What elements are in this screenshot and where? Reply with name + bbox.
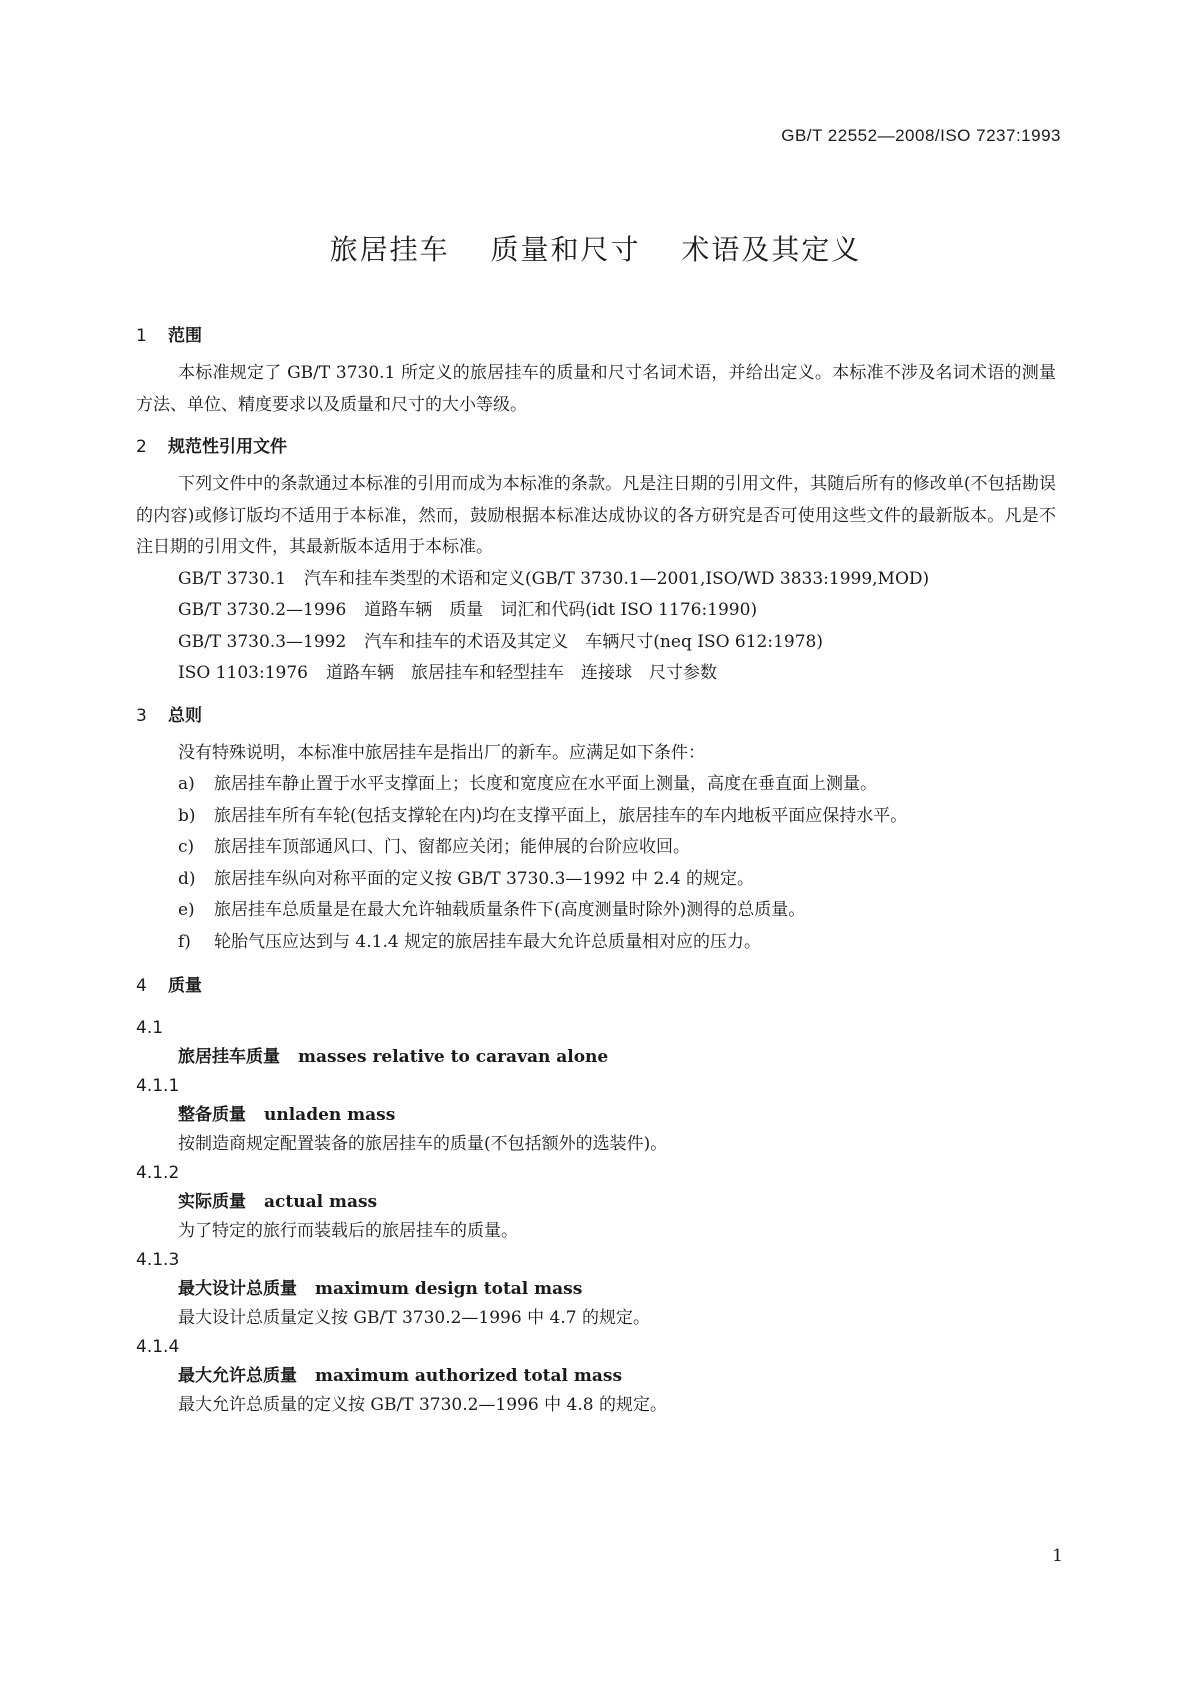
- paragraph: 没有特殊说明，本标准中旅居挂车是指出厂的新车。应满足如下条件：: [178, 742, 705, 763]
- standard-code: GB/T 22552—2008/ISO 7237:1993: [781, 126, 1061, 145]
- term-en: masses relative to caravan alone: [298, 1047, 609, 1067]
- reference-code: GB/T 3730.3—1992: [178, 631, 347, 652]
- list-text: 旅居挂车静止置于水平支撑面上；长度和宽度应在水平面上测量，高度在垂直面上测量。: [214, 774, 877, 794]
- term-definition: 最大允许总质量的定义按 GB/T 3730.2—1996 中 4.8 的规定。: [178, 1395, 667, 1415]
- clause-number: 4.1.1: [136, 1076, 180, 1096]
- section-heading: [136, 702, 1056, 730]
- term-en: actual mass: [264, 1192, 378, 1212]
- list-text: 旅居挂车纵向对称平面的定义按 GB/T 3730.3—1992 中 2.4 的规定。: [214, 868, 754, 889]
- list-text: 旅居挂车顶部通风口、门、窗都应关闭；能伸展的台阶应收回。: [214, 837, 690, 857]
- list-item: [136, 895, 1056, 927]
- list-item: [136, 769, 1056, 801]
- reference-title: 道路车辆 质量 词汇和代码(idt ISO 1176:1990): [364, 600, 758, 620]
- term-cn: 最大设计总质量: [178, 1279, 297, 1299]
- reference-item: [136, 658, 1056, 690]
- section-heading: [136, 972, 1056, 1000]
- section-number: 2: [136, 437, 147, 457]
- section-heading: [136, 322, 1056, 350]
- clause-number: 4.1: [136, 1018, 164, 1038]
- list-text: 旅居挂车总质量是在最大允许轴载质量条件下(高度测量时除外)测得的总质量。: [214, 900, 806, 920]
- section-number: 1: [136, 326, 147, 346]
- clause-number: 4.1.2: [136, 1163, 180, 1183]
- reference-item: [136, 564, 1056, 596]
- list-text: 轮胎气压应达到与 4.1.4 规定的旅居挂车最大允许总质量相对应的压力。: [214, 931, 762, 952]
- title-part: 术语及其定义: [681, 233, 862, 266]
- term-cn: 最大允许总质量: [178, 1366, 297, 1386]
- term-entry: [136, 1043, 1056, 1072]
- term-entry: [136, 1362, 1056, 1391]
- reference-code: GB/T 3730.2—1996: [178, 600, 347, 620]
- section-title: 规范性引用文件: [168, 437, 287, 457]
- list-item: [136, 864, 1056, 896]
- list-marker: f): [178, 931, 191, 952]
- term-en: maximum design total mass: [315, 1279, 583, 1299]
- term-cn: 实际质量: [178, 1192, 246, 1212]
- paragraph: 下列文件中的条款通过本标准的引用而成为本标准的条款。凡是注日期的引用文件，其随后所有的修改单(不包括勘误的内容)或修订版均不适用于本标准，然而，鼓励根据本标准达成协议的各方研究是否可使用这些文件的最新版本。凡是不注日期的引用文件，其最新版本适用于本标准。: [136, 474, 1056, 557]
- reference-title: 汽车和挂车类型的术语和定义(GB/T 3730.1—2001,ISO/WD 3833:1999,MOD): [304, 568, 930, 589]
- term-en: unladen mass: [264, 1105, 396, 1125]
- term-definition: 最大设计总质量定义按 GB/T 3730.2—1996 中 4.7 的规定。: [178, 1308, 650, 1328]
- term-entry: [136, 1188, 1056, 1217]
- list-marker: b): [178, 805, 196, 826]
- section-title: 总则: [168, 705, 202, 726]
- list-marker: d): [178, 868, 196, 889]
- list-item: [136, 927, 1056, 959]
- document-title: [0, 228, 1191, 268]
- title-part: 质量和尺寸: [490, 233, 641, 266]
- document-body: [136, 322, 1056, 1420]
- title-part: 旅居挂车: [329, 233, 450, 266]
- reference-code: ISO 1103:1976: [178, 663, 308, 683]
- section-title: 范围: [168, 326, 202, 346]
- reference-title: 道路车辆 旅居挂车和轻型挂车 连接球 尺寸参数: [325, 663, 717, 683]
- paragraph: 本标准规定了 GB/T 3730.1 所定义的旅居挂车的质量和尺寸名词术语，并给出定义。本标准不涉及名词术语的测量方法、单位、精度要求以及质量和尺寸的大小等级。: [136, 363, 1056, 415]
- reference-title: 汽车和挂车的术语及其定义 车辆尺寸(neq ISO 612:1978): [364, 631, 823, 652]
- term-entry: [136, 1101, 1056, 1130]
- section-number: 4: [136, 976, 147, 996]
- term-definition: 按制造商规定配置装备的旅居挂车的质量(不包括额外的选装件)。: [178, 1134, 668, 1154]
- list-text: 旅居挂车所有车轮(包括支撑轮在内)均在支撑平面上，旅居挂车的车内地板平面应保持水平。: [214, 805, 908, 826]
- reference-code: GB/T 3730.1: [178, 568, 287, 589]
- term-cn: 旅居挂车质量: [178, 1047, 280, 1067]
- clause-number: 4.1.3: [136, 1250, 180, 1270]
- list-item: [136, 801, 1056, 833]
- term-en: maximum authorized total mass: [315, 1366, 623, 1386]
- section-heading: [136, 433, 1056, 461]
- list-marker: a): [178, 774, 195, 794]
- list-marker: c): [178, 837, 195, 857]
- clause-number: 4.1.4: [136, 1337, 180, 1357]
- list-item: [136, 832, 1056, 864]
- section-title: 质量: [168, 976, 202, 996]
- section-number: 3: [136, 705, 147, 726]
- term-cn: 整备质量: [178, 1105, 246, 1125]
- reference-item: [136, 627, 1056, 659]
- reference-item: [136, 595, 1056, 627]
- term-definition: 为了特定的旅行而装载后的旅居挂车的质量。: [178, 1221, 518, 1241]
- term-entry: [136, 1275, 1056, 1304]
- page-number: 1: [1052, 1546, 1063, 1566]
- list-marker: e): [178, 900, 195, 920]
